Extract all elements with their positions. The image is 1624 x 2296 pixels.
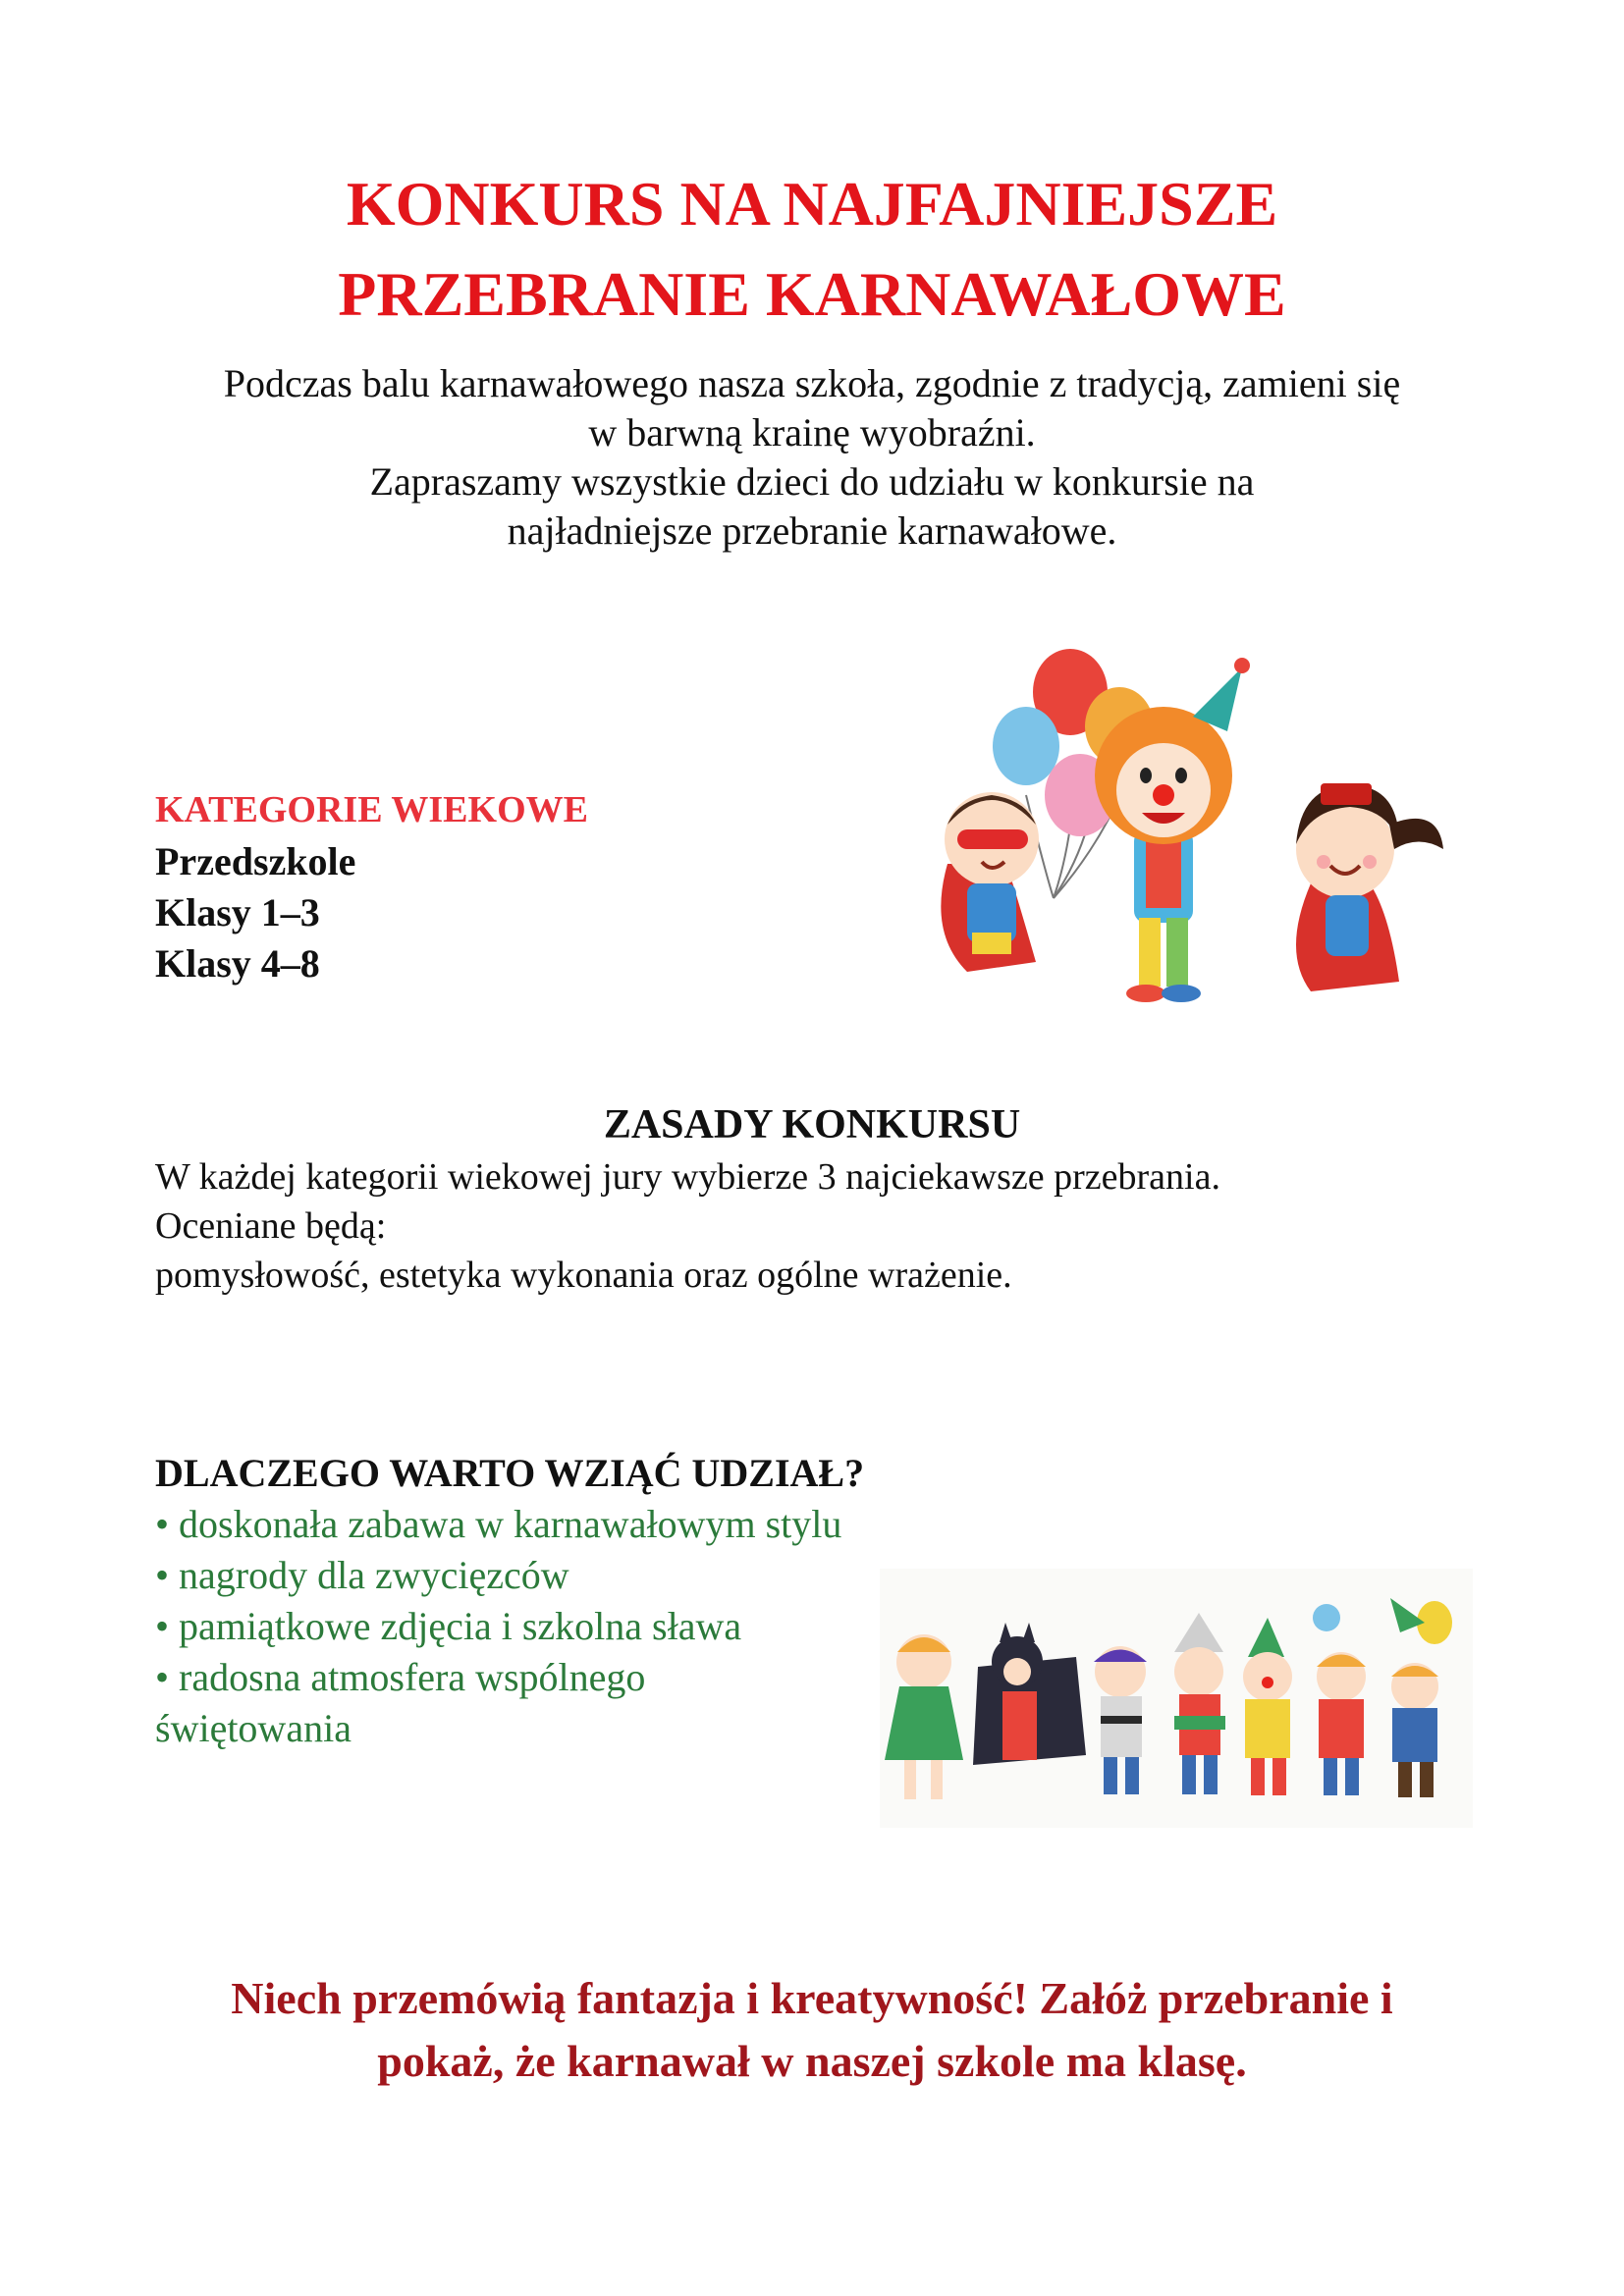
category-item: Klasy 1–3 [155,890,320,934]
category-item: Przedszkole [155,839,356,883]
title-line-1: KONKURS NA NAJFAJNIEJSZE [346,169,1278,239]
costume-parade-illustration [880,1569,1473,1828]
closing-line-2: pokaż, że karnawał w naszej szkole ma klasę. [377,2036,1247,2086]
intro-line-1: Podczas balu karnawałowego nasza szkoła, zgodnie z tradycją, zamieni się [223,361,1401,405]
title-line-2: PRZEBRANIE KARNAWAŁOWE [338,259,1286,329]
categories-heading: KATEGORIE WIEKOWE [155,789,588,830]
intro-line-2: w barwną krainę wyobraźni. [588,410,1036,454]
closing-line-1: Niech przemówią fantazja i kreatywność! Załóż przebranie i [231,1973,1393,2023]
closing-message [0,1967,1624,2093]
benefits-list [155,1499,841,1754]
intro-line-4: najładniejsze przebranie karnawałowe. [507,508,1117,553]
rules-heading: ZASADY KONKURSU [603,1102,1021,1148]
intro-paragraph [0,359,1624,556]
benefit-item: • radosna atmosfera wspólnego [155,1655,646,1699]
benefit-item: świętowania [155,1706,352,1750]
rules-line-3: pomysłowość, estetyka wykonania oraz ogólne wrażenie. [155,1255,1012,1296]
clown-kids-illustration [889,638,1448,1011]
categories-list [155,836,355,989]
intro-line-3: Zapraszamy wszystkie dzieci do udziału w konkursie na [369,459,1255,504]
page-title [0,159,1624,340]
rules-line-1: W każdej kategorii wiekowej jury wybierze 3 najciekawsze przebrania. [155,1156,1220,1198]
category-item: Klasy 4–8 [155,941,320,986]
benefit-item: • doskonała zabawa w karnawałowym stylu [155,1502,842,1546]
rules-text [155,1152,1220,1300]
why-heading: DLACZEGO WARTO WZIĄĆ UDZIAŁ? [155,1451,865,1495]
rules-line-2: Oceniane będą: [155,1205,387,1247]
benefit-item: • nagrody dla zwycięzców [155,1553,569,1597]
benefit-item: • pamiątkowe zdjęcia i szkolna sława [155,1604,742,1648]
